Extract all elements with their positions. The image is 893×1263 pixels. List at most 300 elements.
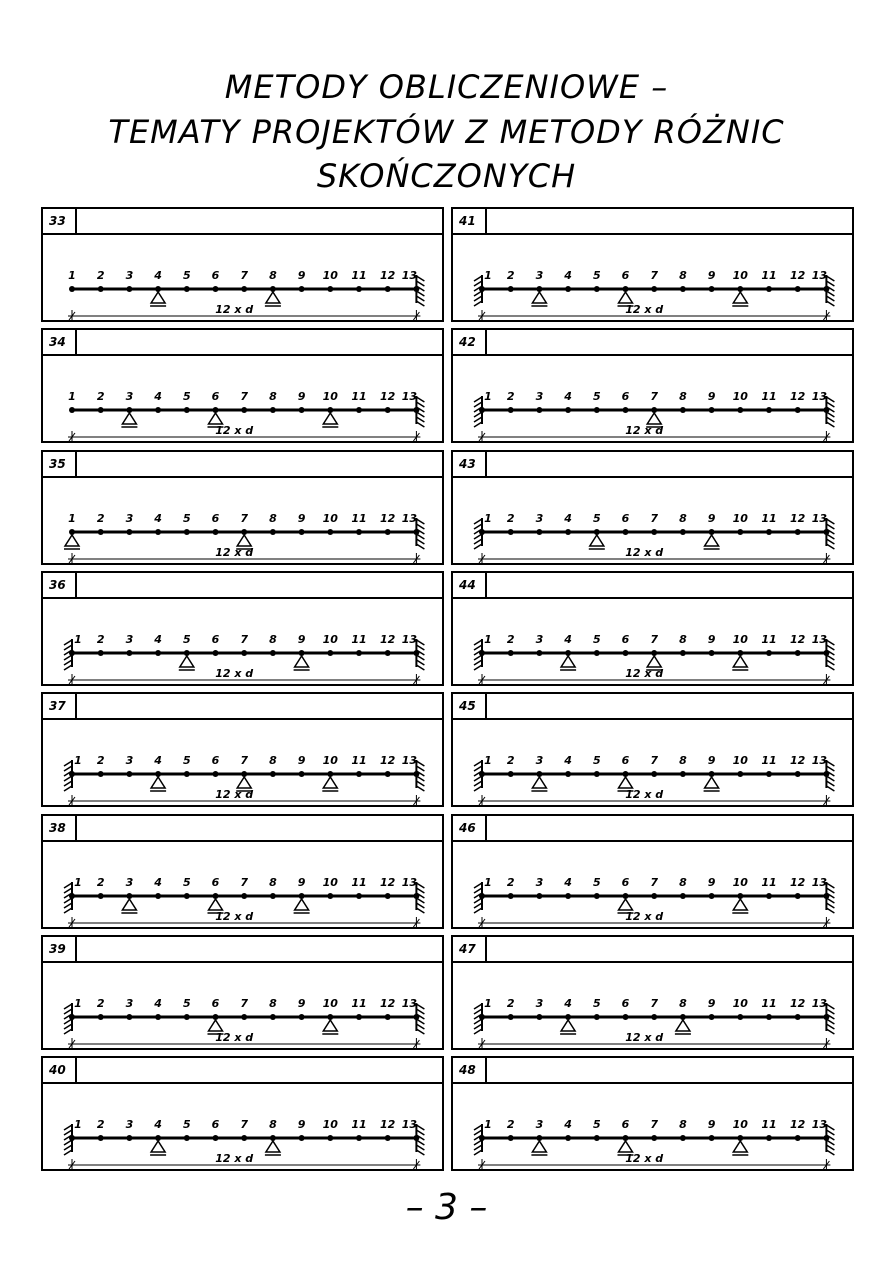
node-label: 3 <box>535 632 544 646</box>
node-label: 4 <box>154 1118 162 1132</box>
beam-node <box>270 650 276 656</box>
beam-node <box>356 1135 362 1141</box>
beam-node <box>565 407 571 413</box>
node-label: 13 <box>811 269 828 282</box>
node-label: 5 <box>182 632 191 646</box>
beam-node <box>385 893 391 899</box>
topic-number: 41 <box>453 209 487 233</box>
beam-node <box>385 650 391 656</box>
beam-node <box>327 1135 333 1141</box>
node-label: 5 <box>182 875 191 889</box>
node-label: 3 <box>125 632 134 646</box>
node-label: 6 <box>211 511 220 525</box>
beam-node <box>327 650 333 656</box>
node-label: 7 <box>240 875 249 889</box>
beam-node <box>651 1135 657 1141</box>
topic-header <box>453 1058 852 1084</box>
span-label: 12 x d <box>625 424 664 438</box>
beam-diagram <box>453 599 852 684</box>
node-label: 12 <box>790 269 806 282</box>
pin-support <box>589 535 605 549</box>
node-label: 4 <box>564 632 572 646</box>
node-label: 3 <box>125 511 134 525</box>
node-label: 4 <box>154 754 162 768</box>
node-label: 4 <box>564 996 572 1010</box>
node-label: 11 <box>351 632 367 646</box>
beam-node <box>270 1014 276 1020</box>
node-label: 6 <box>621 390 630 404</box>
node-label: 4 <box>154 269 162 282</box>
node-label: 10 <box>732 754 748 768</box>
topic-name-field[interactable] <box>79 816 440 840</box>
node-label: 13 <box>401 390 418 404</box>
topic-header <box>43 452 442 478</box>
beam-node <box>69 771 75 777</box>
node-label: 5 <box>592 511 601 525</box>
beam-node <box>184 1135 190 1141</box>
pin-support <box>560 1020 576 1034</box>
node-label: 6 <box>621 1118 630 1132</box>
beam-node <box>795 771 801 777</box>
topic-number: 39 <box>43 937 77 961</box>
beam-node <box>508 1135 514 1141</box>
topic-name-field[interactable] <box>489 209 850 233</box>
pin-support <box>150 292 166 306</box>
beam-node <box>536 407 542 413</box>
beam-node <box>795 1135 801 1141</box>
node-label: 8 <box>679 1118 687 1132</box>
node-label: 11 <box>761 1118 777 1132</box>
topic-name-field[interactable] <box>79 1058 440 1082</box>
node-label: 11 <box>351 996 367 1010</box>
node-label: 12 <box>380 875 396 889</box>
span-label: 12 x d <box>625 545 664 559</box>
node-label: 11 <box>761 996 777 1010</box>
topic-header <box>43 209 442 235</box>
topic-name-field[interactable] <box>79 452 440 476</box>
beam-node <box>795 650 801 656</box>
pin-support <box>121 413 137 427</box>
node-label: 8 <box>679 269 687 282</box>
node-label: 8 <box>679 390 687 404</box>
node-label: 11 <box>761 632 777 646</box>
node-label: 13 <box>401 1118 418 1132</box>
beam-node <box>737 407 743 413</box>
span-label: 12 x d <box>215 788 254 802</box>
beam-node <box>184 407 190 413</box>
node-label: 8 <box>269 875 277 889</box>
topic-header <box>453 816 852 842</box>
beam-node <box>241 650 247 656</box>
topic-card <box>41 450 444 565</box>
beam-node <box>126 286 132 292</box>
beam-node <box>385 529 391 535</box>
beam-node <box>737 771 743 777</box>
beam-diagram <box>453 720 852 805</box>
beam-node <box>565 893 571 899</box>
beam-diagram <box>43 1084 442 1169</box>
pin-support <box>704 535 720 549</box>
beam-node <box>823 1135 829 1141</box>
node-label: 11 <box>351 1118 367 1132</box>
pin-support <box>732 1141 748 1155</box>
pin-support <box>265 1141 281 1155</box>
node-label: 8 <box>269 511 277 525</box>
node-label: 5 <box>592 754 601 768</box>
beam-node <box>680 650 686 656</box>
node-label: 9 <box>297 875 306 889</box>
topic-name-field[interactable] <box>489 816 850 840</box>
node-label: 10 <box>732 875 748 889</box>
node-label: 9 <box>707 875 716 889</box>
topic-name-field[interactable] <box>489 452 850 476</box>
node-label: 4 <box>564 269 572 282</box>
node-label: 12 <box>790 511 806 525</box>
beam-node <box>241 286 247 292</box>
node-label: 7 <box>650 1118 659 1132</box>
beam-node <box>823 286 829 292</box>
topic-name-field[interactable] <box>79 937 440 961</box>
node-label: 7 <box>240 632 249 646</box>
beam-node <box>565 529 571 535</box>
topic-number: 44 <box>453 573 487 597</box>
node-label: 3 <box>125 875 134 889</box>
node-label: 2 <box>96 632 105 646</box>
beam-diagram <box>43 842 442 927</box>
node-label: 8 <box>269 390 277 404</box>
topic-header <box>453 937 852 963</box>
node-label: 3 <box>535 1118 544 1132</box>
node-label: 8 <box>269 996 277 1010</box>
beam-node <box>413 407 419 413</box>
beam-diagram <box>43 720 442 805</box>
node-label: 9 <box>297 632 306 646</box>
span-label: 12 x d <box>215 666 254 680</box>
node-label: 13 <box>401 754 418 768</box>
beam-node <box>680 1135 686 1141</box>
topic-number: 35 <box>43 452 77 476</box>
topic-number: 43 <box>453 452 487 476</box>
node-label: 7 <box>650 511 659 525</box>
beam-node <box>680 286 686 292</box>
beam-diagram <box>43 235 442 320</box>
beam-node <box>385 286 391 292</box>
beam-node <box>270 893 276 899</box>
beam-node <box>299 407 305 413</box>
beam-node <box>241 407 247 413</box>
pin-support <box>322 777 338 791</box>
beam-node <box>327 286 333 292</box>
beam-node <box>536 1014 542 1020</box>
pin-support <box>265 292 281 306</box>
beam-node <box>594 771 600 777</box>
beam-node <box>766 1135 772 1141</box>
node-label: 4 <box>154 511 162 525</box>
topic-header <box>453 573 852 599</box>
node-label: 5 <box>592 1118 601 1132</box>
node-label: 10 <box>322 754 338 768</box>
topic-card <box>451 692 854 807</box>
node-label: 12 <box>380 390 396 404</box>
beam-node <box>565 771 571 777</box>
beam-node <box>184 893 190 899</box>
node-label: 8 <box>679 996 687 1010</box>
beam-node <box>241 1135 247 1141</box>
span-label: 12 x d <box>625 909 664 923</box>
node-label: 9 <box>297 996 306 1010</box>
beam-diagram <box>453 478 852 563</box>
beam-diagram <box>453 1084 852 1169</box>
node-label: 12 <box>790 875 806 889</box>
topic-header <box>43 330 442 356</box>
node-label: 1 <box>484 1118 492 1132</box>
topic-card <box>41 935 444 1050</box>
node-label: 1 <box>68 511 76 525</box>
beam-node <box>508 529 514 535</box>
beam-node <box>766 893 772 899</box>
topic-name-field[interactable] <box>79 330 440 354</box>
topic-name-field[interactable] <box>489 330 850 354</box>
node-label: 7 <box>240 1118 249 1132</box>
beam-node <box>98 1014 104 1020</box>
beam-node <box>184 529 190 535</box>
node-label: 11 <box>351 511 367 525</box>
beam-node <box>594 1135 600 1141</box>
node-label: 4 <box>154 632 162 646</box>
node-label: 13 <box>811 754 828 768</box>
topic-number: 34 <box>43 330 77 354</box>
node-label: 1 <box>74 1118 82 1132</box>
node-label: 4 <box>564 1118 572 1132</box>
pin-support <box>322 413 338 427</box>
node-label: 10 <box>322 390 338 404</box>
beam-node <box>709 1135 715 1141</box>
node-label: 10 <box>732 390 748 404</box>
span-label: 12 x d <box>625 666 664 680</box>
node-label: 10 <box>322 875 338 889</box>
pin-support <box>150 777 166 791</box>
node-label: 6 <box>211 390 220 404</box>
topic-name-field[interactable] <box>79 209 440 233</box>
node-label: 8 <box>679 875 687 889</box>
node-label: 12 <box>790 390 806 404</box>
node-label: 6 <box>211 875 220 889</box>
topic-card <box>41 1056 444 1171</box>
node-label: 5 <box>182 996 191 1010</box>
topic-name-field[interactable] <box>489 937 850 961</box>
pin-support <box>732 899 748 913</box>
beam-node <box>327 893 333 899</box>
node-label: 9 <box>297 511 306 525</box>
node-label: 13 <box>811 1118 828 1132</box>
beam-node <box>508 650 514 656</box>
beam-node <box>594 650 600 656</box>
node-label: 5 <box>592 390 601 404</box>
beam-node <box>823 407 829 413</box>
node-label: 13 <box>811 511 828 525</box>
node-label: 10 <box>732 1118 748 1132</box>
node-label: 8 <box>679 632 687 646</box>
span-label: 12 x d <box>215 909 254 923</box>
beam-node <box>536 893 542 899</box>
beam-node <box>737 529 743 535</box>
pin-support <box>732 292 748 306</box>
node-label: 10 <box>732 632 748 646</box>
node-label: 2 <box>506 511 515 525</box>
beam-node <box>651 286 657 292</box>
node-label: 3 <box>535 754 544 768</box>
node-label: 5 <box>182 511 191 525</box>
node-label: 2 <box>96 390 105 404</box>
beam-node <box>184 771 190 777</box>
beam-node <box>69 286 75 292</box>
page-number: – 3 – <box>405 1187 488 1228</box>
node-label: 13 <box>811 390 828 404</box>
beam-node <box>795 407 801 413</box>
beam-node <box>508 771 514 777</box>
topic-name-field[interactable] <box>489 573 850 597</box>
beam-node <box>98 893 104 899</box>
span-label: 12 x d <box>215 1030 254 1044</box>
node-label: 13 <box>811 632 828 646</box>
node-label: 5 <box>182 390 191 404</box>
topic-card <box>451 450 854 565</box>
beam-node <box>651 893 657 899</box>
topic-name-field[interactable] <box>489 694 850 718</box>
node-label: 1 <box>484 269 492 282</box>
topic-card <box>451 1056 854 1171</box>
node-label: 3 <box>125 390 134 404</box>
node-label: 13 <box>811 996 828 1010</box>
node-label: 9 <box>707 269 716 282</box>
beam-diagram <box>453 963 852 1048</box>
node-label: 1 <box>74 754 82 768</box>
node-label: 3 <box>125 754 134 768</box>
beam-node <box>565 286 571 292</box>
topic-header <box>43 937 442 963</box>
node-label: 3 <box>535 875 544 889</box>
page-title-line-1: METODY OBLICZENIOWE – <box>224 68 669 106</box>
topic-card <box>41 207 444 322</box>
span-label: 12 x d <box>625 303 664 316</box>
beam-node <box>184 286 190 292</box>
node-label: 3 <box>535 269 544 282</box>
span-label: 12 x d <box>215 424 254 438</box>
node-label: 6 <box>621 754 630 768</box>
beam-node <box>823 1014 829 1020</box>
beam-node <box>823 893 829 899</box>
node-label: 6 <box>621 269 630 282</box>
beam-node <box>299 529 305 535</box>
node-label: 4 <box>154 390 162 404</box>
span-label: 12 x d <box>625 788 664 802</box>
node-label: 6 <box>211 269 220 282</box>
node-label: 3 <box>125 269 134 282</box>
beam-node <box>709 893 715 899</box>
node-label: 1 <box>74 996 82 1010</box>
beam-node <box>184 1014 190 1020</box>
beam-node <box>213 1135 219 1141</box>
beam-node <box>413 771 419 777</box>
node-label: 5 <box>592 875 601 889</box>
beam-node <box>299 286 305 292</box>
node-label: 6 <box>621 996 630 1010</box>
node-label: 7 <box>650 996 659 1010</box>
node-label: 1 <box>484 390 492 404</box>
beam-node <box>508 893 514 899</box>
topic-number: 45 <box>453 694 487 718</box>
topic-header <box>43 573 442 599</box>
topic-number: 48 <box>453 1058 487 1082</box>
topic-number: 36 <box>43 573 77 597</box>
beam-node <box>299 1014 305 1020</box>
beam-node <box>795 529 801 535</box>
node-label: 13 <box>401 996 418 1010</box>
node-label: 9 <box>297 754 306 768</box>
beam-node <box>623 529 629 535</box>
beam-node <box>479 1135 485 1141</box>
topic-header <box>43 816 442 842</box>
node-label: 10 <box>322 1118 338 1132</box>
beam-node <box>299 771 305 777</box>
beam-node <box>413 1135 419 1141</box>
beam-node <box>155 1014 161 1020</box>
node-label: 7 <box>650 390 659 404</box>
beam-node <box>241 893 247 899</box>
beam-node <box>680 771 686 777</box>
span-label: 12 x d <box>215 1152 254 1166</box>
span-label: 12 x d <box>215 303 254 316</box>
pin-support <box>531 1141 547 1155</box>
beam-node <box>270 407 276 413</box>
node-label: 2 <box>96 754 105 768</box>
node-label: 5 <box>592 996 601 1010</box>
beam-node <box>623 650 629 656</box>
node-label: 2 <box>506 390 515 404</box>
beam-node <box>594 893 600 899</box>
node-label: 10 <box>732 269 748 282</box>
beam-node <box>213 286 219 292</box>
beam-node <box>299 1135 305 1141</box>
beam-node <box>413 286 419 292</box>
topic-name-field[interactable] <box>79 694 440 718</box>
node-label: 5 <box>592 632 601 646</box>
beam-node <box>651 529 657 535</box>
beam-node <box>795 286 801 292</box>
beam-node <box>126 771 132 777</box>
beam-node <box>594 1014 600 1020</box>
beam-node <box>651 771 657 777</box>
beam-node <box>479 650 485 656</box>
node-label: 9 <box>707 1118 716 1132</box>
topic-name-field[interactable] <box>489 1058 850 1082</box>
topic-name-field[interactable] <box>79 573 440 597</box>
beam-node <box>270 529 276 535</box>
node-label: 6 <box>621 511 630 525</box>
beam-node <box>536 650 542 656</box>
node-label: 8 <box>269 269 277 282</box>
beam-node <box>98 286 104 292</box>
beam-node <box>709 1014 715 1020</box>
beam-node <box>709 407 715 413</box>
topic-number: 33 <box>43 209 77 233</box>
beam-node <box>155 407 161 413</box>
topic-number: 37 <box>43 694 77 718</box>
node-label: 6 <box>621 632 630 646</box>
node-label: 2 <box>506 269 515 282</box>
beam-node <box>356 1014 362 1020</box>
page-title-line-3: SKOŃCZONYCH <box>316 157 577 195</box>
